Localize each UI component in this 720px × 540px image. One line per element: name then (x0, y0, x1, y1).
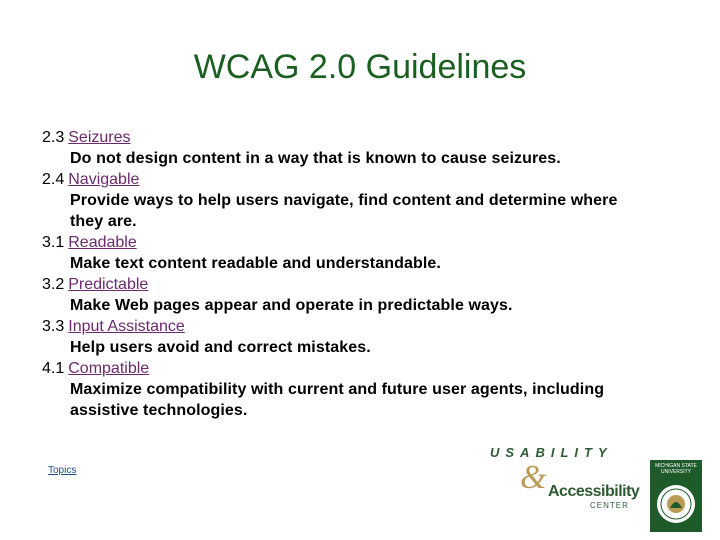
guideline-number: 3.1 (42, 234, 65, 251)
logo-usability-text: USABILITY (490, 445, 613, 460)
guideline-heading (42, 232, 702, 253)
guideline-item (42, 316, 702, 358)
guideline-item (42, 274, 702, 316)
guideline-heading (42, 169, 702, 190)
guideline-description: Do not design content in a way that is known to cause seizures. (70, 150, 561, 167)
guideline-number: 4.1 (42, 360, 65, 377)
logo-ampersand: & (520, 459, 547, 496)
topics-link[interactable]: Topics (48, 465, 77, 476)
guideline-heading (42, 316, 702, 337)
guideline-link-readable[interactable]: Readable (68, 234, 137, 251)
guideline-number: 2.4 (42, 171, 65, 188)
guideline-number: 3.2 (42, 276, 65, 293)
guideline-item (42, 232, 702, 274)
seal-university-text: MICHIGAN STATE UNIVERSITY (655, 463, 697, 475)
seal-emblem-icon (650, 460, 702, 532)
guideline-link-seizures[interactable]: Seizures (68, 129, 131, 146)
guideline-heading (42, 358, 702, 379)
logo-accessibility-text: Accessibility (548, 483, 640, 500)
slide-title: WCAG 2.0 Guidelines (193, 48, 527, 86)
guideline-link-predictable[interactable]: Predictable (68, 276, 149, 293)
guideline-item (42, 358, 702, 421)
guideline-list (42, 127, 702, 421)
guideline-description: Provide ways to help users navigate, find content and determine where they are. (70, 192, 618, 230)
guideline-description: Maximize compatibility with current and future user agents, including assistive technologies. (70, 381, 605, 419)
guideline-link-compatible[interactable]: Compatible (68, 360, 150, 377)
guideline-link-navigable[interactable]: Navigable (68, 171, 140, 188)
guideline-number: 3.3 (42, 318, 65, 335)
guideline-number: 2.3 (42, 129, 65, 146)
guideline-heading (42, 274, 702, 295)
guideline-link-input-assistance[interactable]: Input Assistance (68, 318, 185, 335)
guideline-description: Make Web pages appear and operate in predictable ways. (70, 297, 513, 314)
guideline-description: Help users avoid and correct mistakes. (70, 339, 371, 356)
usability-accessibility-logo (490, 445, 640, 515)
msu-seal-logo (650, 460, 702, 532)
guideline-item (42, 127, 702, 169)
guideline-heading (42, 127, 702, 148)
guideline-item (42, 169, 702, 232)
logo-center-text: CENTER (590, 501, 629, 510)
guideline-description: Make text content readable and understandable. (70, 255, 441, 272)
